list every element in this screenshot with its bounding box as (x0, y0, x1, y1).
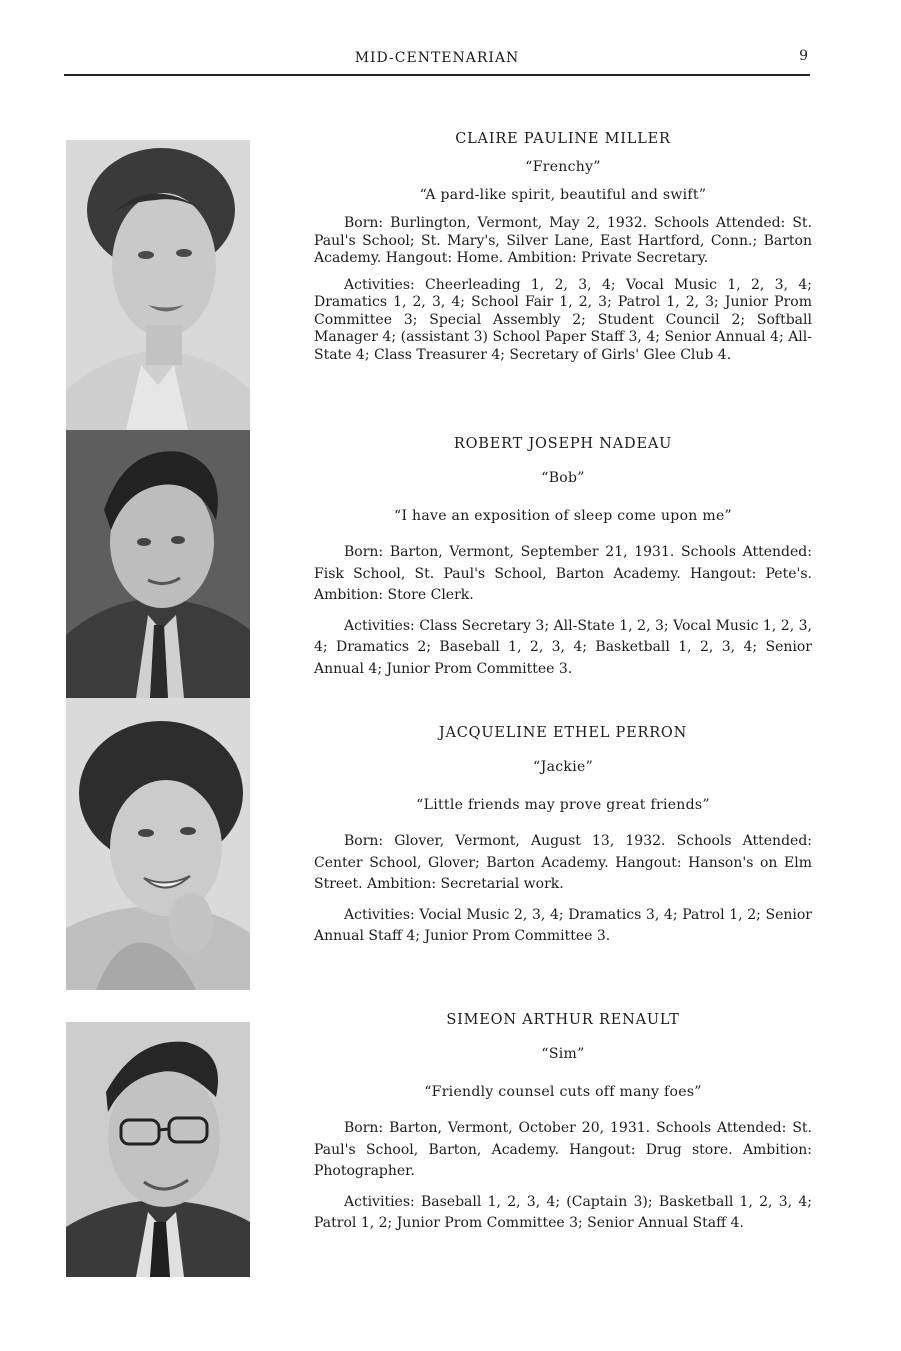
student-nickname: “Bob” (541, 470, 585, 486)
student-activities: Activities: Baseball 1, 2, 3, 4; (Captain 3); Basketball 1, 2, 3, 4; Patrol 1, 2; Junior Prom Committee 3; Senior Annual Staff 4. (314, 1193, 812, 1231)
page-number: 9 (799, 48, 808, 64)
portrait-photo-1 (66, 140, 250, 430)
student-quote: “I have an exposition of sleep come upon me” (394, 508, 732, 524)
student-biography: Born: Glover, Vermont, August 13, 1932. Schools Attended: Center School, Glover; Barton Academy. Hangout: Hanson's on Elm Street. Ambition: Secretarial work. (314, 833, 812, 892)
portrait-photo-2 (66, 430, 250, 698)
student-nickname: “Sim” (541, 1046, 585, 1062)
senior-entry-simeon-renault (314, 1012, 812, 1244)
student-name: CLAIRE PAULINE MILLER (455, 131, 671, 147)
student-quote: “Little friends may prove great friends” (416, 797, 710, 813)
student-activities: Activities: Vocial Music 2, 3, 4; Dramatics 3, 4; Patrol 1, 2; Senior Annual Staff 4; Junior Prom Committee 3. (314, 906, 812, 944)
portrait-photo-3 (66, 698, 250, 990)
student-activities: Activities: Cheerleading 1, 2, 3, 4; Vocal Music 1, 2, 3, 4; Dramatics 1, 2, 3, 4; School Fair 1, 2, 3; Patrol 1, 2, 3; Junior Prom Committee 3; Special Assembly 2; Student Council 2; Softball Manager 4; (assistant 3) School Paper Staff 3, 4; Senior Annual 4; All-State 4; Class Treasurer 4; Secretary of Girls' Glee Club 4. (314, 276, 812, 363)
portrait-photo-4 (66, 1022, 250, 1277)
student-biography: Born: Burlington, Vermont, May 2, 1932. Schools Attended: St. Paul's School; St. Mary's, Silver Lane, East Hartford, Conn.; Barton Academy. Hangout: Home. Ambition: Private Secretary. (314, 215, 812, 266)
student-activities: Activities: Class Secretary 3; All-State 1, 2, 3; Vocal Music 1, 2, 3, 4; Dramatics 2; Baseball 1, 2, 3, 4; Basketball 1, 2, 3, 4; Senior Annual 4; Junior Prom Committee 3. (314, 617, 812, 677)
student-nickname: “Jackie” (532, 759, 594, 775)
student-name: SIMEON ARTHUR RENAULT (446, 1012, 680, 1028)
student-nickname: “Frenchy” (525, 159, 601, 175)
student-name: ROBERT JOSEPH NADEAU (453, 436, 673, 452)
student-quote: “Friendly counsel cuts off many foes” (424, 1084, 702, 1100)
header-rule (64, 74, 810, 76)
student-name: JACQUELINE ETHEL PERRON (438, 725, 688, 741)
running-head (64, 48, 810, 78)
student-quote: “A pard-like spirit, beautiful and swift” (419, 187, 707, 203)
senior-entry-claire-miller (314, 131, 812, 373)
student-biography: Born: Barton, Vermont, October 20, 1931. Schools Attended: St. Paul's School, Barton, Academy. Hangout: Drug store. Ambition: Photographer. (314, 1120, 812, 1179)
senior-entry-jacqueline-perron (314, 725, 812, 957)
senior-entry-robert-nadeau (314, 436, 812, 689)
running-title: MID-CENTENARIAN (354, 50, 520, 66)
student-biography: Born: Barton, Vermont, September 21, 1931. Schools Attended: Fisk School, St. Paul's School, Barton Academy. Hangout: Pete's. Ambition: Store Clerk. (314, 544, 812, 603)
